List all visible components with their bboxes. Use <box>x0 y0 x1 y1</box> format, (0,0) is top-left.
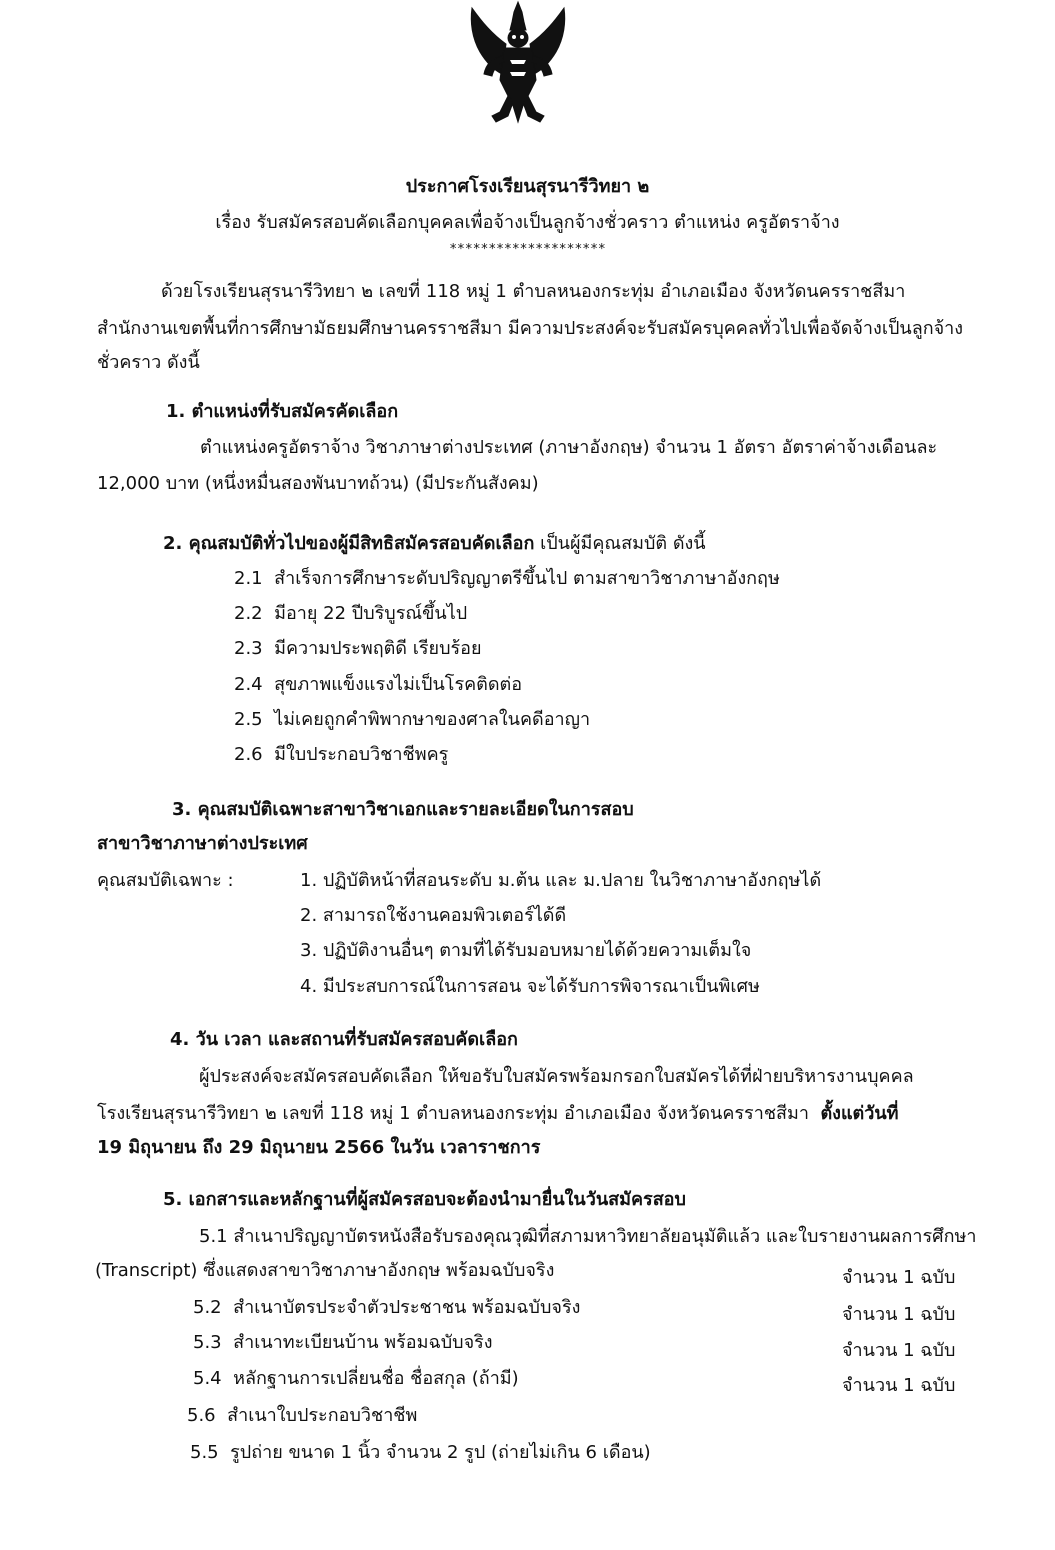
section1-line: 12,000 บาท (หนึ่งหมื่นสองพันบาทถ้วน) (มีประกันสังคม) <box>97 473 539 494</box>
document-quantity: จำนวน 1 ฉบับ <box>842 1267 956 1288</box>
document-item-line: (Transcript) ซึ่งแสดงสาขาวิชาภาษาอังกฤษ พร้อมฉบับจริง <box>95 1260 555 1281</box>
section3-subheading: สาขาวิชาภาษาต่างประเทศ <box>97 833 308 854</box>
document-quantity: จำนวน 1 ฉบับ <box>842 1375 956 1396</box>
section4-line-row <box>97 1102 899 1126</box>
list-item: 3. ปฏิบัติงานอื่นๆ ตามที่ได้รับมอบหมายได้ด้วยความเต็มใจ <box>300 940 752 961</box>
header-divider: ******************** <box>449 242 606 257</box>
list-item: 2. สามารถใช้งานคอมพิวเตอร์ได้ดี <box>300 905 567 926</box>
section4-date-line: 19 มิถุนายน ถึง 29 มิถุนายน 2566 ในวัน เวลาราชการ <box>97 1137 541 1158</box>
section2-heading-tail: เป็นผู้มีคุณสมบัติ ดังนี้ <box>540 533 706 554</box>
document-quantity: จำนวน 1 ฉบับ <box>842 1304 956 1325</box>
section1-line: ตำแหน่งครูอัตราจ้าง วิชาภาษาต่างประเทศ (ภาษาอังกฤษ) จำนวน 1 อัตรา อัตราค่าจ้างเดือนละ <box>200 437 938 458</box>
document-item: 5.5 รูปถ่าย ขนาด 1 นิ้ว จำนวน 2 รูป (ถ่ายไม่เกิน 6 เดือน) <box>190 1442 651 1463</box>
document-quantity: จำนวน 1 ฉบับ <box>842 1340 956 1361</box>
list-item: 2.5 ไม่เคยถูกคำพิพากษาของศาลในคดีอาญา <box>234 709 591 730</box>
document-item: 5.6 สำเนาใบประกอบวิชาชีพ <box>187 1405 418 1426</box>
section1-heading: 1. ตำแหน่งที่รับสมัครคัดเลือก <box>166 401 399 422</box>
section4-date-start: ตั้งแต่วันที่ <box>820 1103 899 1124</box>
intro-line: ด้วยโรงเรียนสุรนารีวิทยา ๒ เลขที่ 118 หมู่ 1 ตำบลหนองกระทุ่ม อำเภอเมือง จังหวัดนครราชสีมา <box>161 281 906 302</box>
section2-heading-row <box>163 532 706 556</box>
list-item: 2.2 มีอายุ 22 ปีบริบูรณ์ขึ้นไป <box>234 603 468 624</box>
intro-line: ชั่วคราว ดังนี้ <box>97 352 200 373</box>
section3-label: คุณสมบัติเฉพาะ : <box>97 870 234 891</box>
list-item: 2.3 มีความประพฤติดี เรียบร้อย <box>234 638 482 659</box>
list-item: 1. ปฏิบัติหน้าที่สอนระดับ ม.ต้น และ ม.ปลาย ในวิชาภาษาอังกฤษได้ <box>300 870 822 891</box>
announcement-subject: เรื่อง รับสมัครสอบคัดเลือกบุคคลเพื่อจ้างเป็นลูกจ้างชั่วคราว ตำแหน่ง ครูอัตราจ้าง <box>215 212 840 233</box>
section4-heading: 4. วัน เวลา และสถานที่รับสมัครสอบคัดเลือก <box>170 1029 518 1050</box>
list-item: 2.4 สุขภาพแข็งแรงไม่เป็นโรคติดต่อ <box>234 674 523 695</box>
section4-line: โรงเรียนสุรนารีวิทยา ๒ เลขที่ 118 หมู่ 1 ตำบลหนองกระทุ่ม อำเภอเมือง จังหวัดนครราชสีมา <box>97 1103 810 1124</box>
document-item: 5.3 สำเนาทะเบียนบ้าน พร้อมฉบับจริง <box>193 1332 493 1353</box>
list-item: 4. มีประสบการณ์ในการสอน จะได้รับการพิจารณาเป็นพิเศษ <box>300 976 760 997</box>
section5-heading: 5. เอกสารและหลักฐานที่ผู้สมัครสอบจะต้องนำมายื่นในวันสมัครสอบ <box>163 1189 686 1210</box>
document-item-line: 5.1 สำเนาปริญญาบัตรหนังสือรับรองคุณวุฒิที่สภามหาวิทยาลัยอนุมัติแล้ว และใบรายงานผลการศึกษา <box>199 1226 977 1247</box>
announcement-title: ประกาศโรงเรียนสุรนารีวิทยา ๒ <box>405 176 650 197</box>
garuda-emblem-icon <box>462 0 574 126</box>
section2-heading: 2. คุณสมบัติทั่วไปของผู้มีสิทธิสมัครสอบคัดเลือก <box>163 533 535 554</box>
document-item: 5.2 สำเนาบัตรประจำตัวประชาชน พร้อมฉบับจริง <box>193 1297 581 1318</box>
list-item: 2.6 มีใบประกอบวิชาชีพครู <box>234 744 449 765</box>
section4-line: ผู้ประสงค์จะสมัครสอบคัดเลือก ให้ขอรับใบสมัครพร้อมกรอกใบสมัครได้ที่ฝ่ายบริหารงานบุคคล <box>199 1066 914 1087</box>
intro-line: สำนักงานเขตพื้นที่การศึกษามัธยมศึกษานครราชสีมา มีความประสงค์จะรับสมัครบุคคลทั่วไปเพื่อจัดจ้างเป็นลูกจ้าง <box>97 318 964 339</box>
list-item: 2.1 สำเร็จการศึกษาระดับปริญญาตรีขึ้นไป ตามสาขาวิชาภาษาอังกฤษ <box>234 568 780 589</box>
document-item: 5.4 หลักฐานการเปลี่ยนชื่อ ชื่อสกุล (ถ้ามี) <box>193 1368 519 1389</box>
section3-heading: 3. คุณสมบัติเฉพาะสาขาวิชาเอกและรายละเอียดในการสอบ <box>172 799 634 820</box>
